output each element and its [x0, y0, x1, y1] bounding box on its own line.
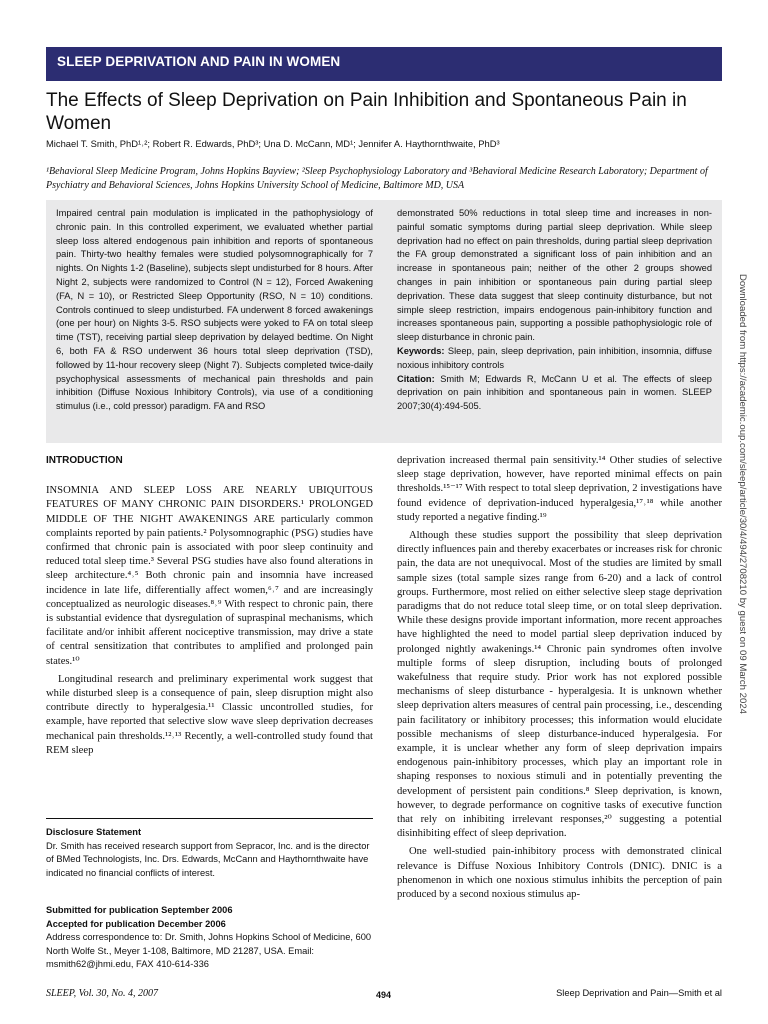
page-number: 494	[376, 990, 392, 1000]
introduction-heading: INTRODUCTION	[46, 455, 123, 466]
article-title: The Effects of Sleep Deprivation on Pain Inhibition and Spontaneous Pain in Women	[46, 90, 687, 134]
body-paragraph-3: One well-studied pain-inhibitory process with demonstrated clinical relevance is Diffuse Noxious Inhibitory Controls (DNIC). DNIC is a phenomenon in which one noxious stimulus inhibits the perception of pain produced by a second noxious stimulus ap-	[397, 846, 722, 901]
citation	[397, 373, 712, 414]
body-right-column	[397, 454, 722, 906]
correspondence-address: Address correspondence to: Dr. Smith, Johns Hopkins School of Medicine, 600 North Wolfe St., Meyer 1-108, Baltimore, MD 21287, USA. Email: msmith62@jhmi.edu, FAX 410-614-336	[46, 932, 372, 970]
citation-label: Citation:	[397, 373, 435, 384]
disclosure-heading: Disclosure Statement	[46, 827, 142, 837]
body-paragraph-1: deprivation increased thermal pain sensitivity.¹⁴ Other studies of selective sleep stage deprivation, however, have reported minimal effects on pain thresholds.¹⁵⁻¹⁷ With respect to total sleep deprivation, 2 investigations have found evidence of deprivation-induced hyperalgesia,¹⁷˒¹⁸ while another study reported a negative finding.¹⁹	[397, 455, 722, 523]
affiliations: ¹Behavioral Sleep Medicine Program, Johns Hopkins Bayview; ²Sleep Psychophysiology Laboratory and ³Behavioral Medicine Research Laboratory; Department of Psychiatry and Behavioral Sciences, Johns Hopkins University School of Medicine, Baltimore MD, USA	[46, 166, 708, 191]
submitted-date: Submitted for publication September 2006	[46, 905, 233, 915]
abstract-right-column	[397, 207, 712, 414]
accepted-date: Accepted for publication December 2006	[46, 918, 226, 929]
intro-paragraph-1	[46, 484, 373, 669]
submission-block	[46, 904, 373, 972]
author-list: Michael T. Smith, PhD¹˒²; Robert R. Edwards, PhD³; Una D. McCann, MD¹; Jennifer A. Haythornthwaite, PhD³	[46, 138, 500, 149]
footnote-rule	[46, 818, 373, 819]
disclosure-text: Dr. Smith has received research support from Sepracor, Inc. and is the director of BMed Technologists, Inc. Drs. Edwards, McCann and Haythornthwaite have indicated no financial conflicts of interest.	[46, 840, 370, 878]
abstract-text-left: Impaired central pain modulation is implicated in the pathophysiology of chronic pain. In this controlled experiment, we evaluated whether partial sleep loss altered endogenous pain inhibition and reports of spontaneous pain. Thirty-two healthy females were studied polysomnographically for 7 nights. On Nights 1-2 (Baseline), subjects slept undisturbed for 8 hours. After Night 2, subjects were randomized to Control (N = 12), Forced Awakening (FA, N = 10), or Restricted Sleep Opportunity (RSO, N = 10) conditions. Controls continued to sleep undisturbed. FA underwent 8 forced awakenings (one per hour) on Nights 3-5. RSO subjects were yoked to FA on total sleep time (TST), receiving partial sleep deprivation by delayed bedtime. On Night 6, both FA & RSO underwent 36 hours total sleep deprivation (TSD), followed by 11-hour recovery sleep (Night 7). Subjects completed twice-daily psychophysical assessments of mechanical pain thresholds and pain inhibition (Diffuse Noxious Inhibitory Controls), via use of a conditioning stimulus (i.e., cold pressor) paradigm. FA and RSO	[56, 208, 373, 412]
disclosure-block	[46, 826, 373, 880]
abstract-left-column	[56, 207, 373, 414]
body-left-column	[46, 454, 373, 762]
journal-footer: SLEEP, Vol. 30, No. 4, 2007	[46, 988, 159, 999]
body-paragraph-2: Although these studies support the possibility that sleep deprivation directly influences pain and thereby exacerbates or increases risk for chronic pain, the data are not unequivocal. Most of the studies are limited by small sample sizes (total sample sizes range from 6-20) and a lack of control groups. Furthermore, most relied on either selective sleep stage deprivation paradigms that do not reduce total sleep time, or on total sleep deprivation. While these designs provide important information, more recent approaches have highlighted the need to model partial sleep deprivation induced by prolonged nightly awakenings.¹⁴ Chronic pain syndromes often involve multiple forms of sleep disruption, including bouts of prolonged wakefulness that require study. Prior work has not explored possible mechanisms of sleep disturbance - hyperalgesia. It is unknown whether sleep deprivation alters measures of central pain processing, i.e., descending pain facilitatory or inhibitory processes; this information would elucidate possible mechanisms of sleep disturbance-induced hyperalgesia. For example, it is unclear whether any form of sleep deprivation impairs endogenous pain-inhibitory processes, which play an important role in shaping responses to noxious stimuli and in potentially preventing the development of persistent pain conditions.⁸ Sleep deprivation, is known, however, to degrade performance on cognitive tasks of executive function that rely on inhibiting irrelevant responses,²⁰ suggesting a potential disinhibiting effect of sleep deprivation.	[397, 530, 722, 840]
keywords	[397, 345, 712, 373]
section-banner	[46, 47, 722, 81]
banner-label: SLEEP DEPRIVATION AND PAIN IN WOMEN	[57, 54, 341, 69]
citation-text: Smith M; Edwards R, McCann U et al. The effects of sleep deprivation on pain inhibition and spontaneous pain in women. SLEEP 2007;30(4):494-505.	[397, 373, 712, 412]
abstract-text-right: demonstrated 50% reductions in total sleep time and increases in non-painful somatic symptoms during partial sleep deprivation. While sleep deprivation had no effect on pain thresholds, during partial sleep deprivation the FA group demonstrated a significant loss of pain inhibition and an increase in spontaneous pain; neither of the other 2 groups showed changes in pain inhibition or spontaneous pain during partial sleep deprivation. These data suggest that sleep continuity disturbance, but not simple sleep restriction, impairs endogenous pain-inhibitory function and increases spontaneous pain, supporting a possible pathophysiologic role of sleep disturbance in chronic pain.	[397, 208, 712, 343]
intro-lead-caps: INSOMNIA AND SLEEP LOSS ARE NEARLY UBIQUITOUS FEATURES OF MANY CHRONIC PAIN DISORDERS.¹ PROLONGED MIDDLE OF THE NIGHT AWAKENINGS ARE	[46, 485, 373, 525]
download-note: Downloaded from https://academic.oup.com/sleep/article/30/4/494/2708210 by guest on 09 March 2024	[737, 274, 748, 714]
keywords-text: Sleep, pain, sleep deprivation, pain inhibition, insomnia, diffuse noxious inhibitory controls	[397, 345, 712, 370]
intro-paragraph-2: Longitudinal research and preliminary experimental work suggest that while disturbed sleep is a consequence of pain, sleep disruption might also contribute directly to hyperalgesia.¹¹ Classic uncontrolled studies, for example, have reported that selective slow wave sleep deprivation decreases mechanical pain thresholds.¹²˒¹³ Recently, a well-controlled study found that REM sleep	[46, 673, 373, 756]
intro-paragraph-1-text: particularly common complaints reported by pain patients.² Polysomnographic (PSG) studies have confirmed that chronic pain is associated with poor sleep continuity and reduced total sleep time.³ Several PSG studies have also found alterations in sleep architecture.⁴˒⁵ Both chronic pain and insomnia have increased incidence in late life, differentially affect women,⁶˒⁷ and are increasingly conceptualized as neurologic diseases.⁸˒⁹ With respect to chronic pain, there is substantial evidence that dysregulation of supraspinal mechanisms, which facilitate and/or inhibit afferent nociceptive transmission, may drive a state of central sensitization that contributes to amplified and prolonged pain states.¹⁰	[46, 513, 374, 667]
running-head: Sleep Deprivation and Pain—Smith et al	[556, 988, 722, 998]
download-watermark	[737, 274, 751, 1004]
keywords-label: Keywords:	[397, 345, 445, 356]
